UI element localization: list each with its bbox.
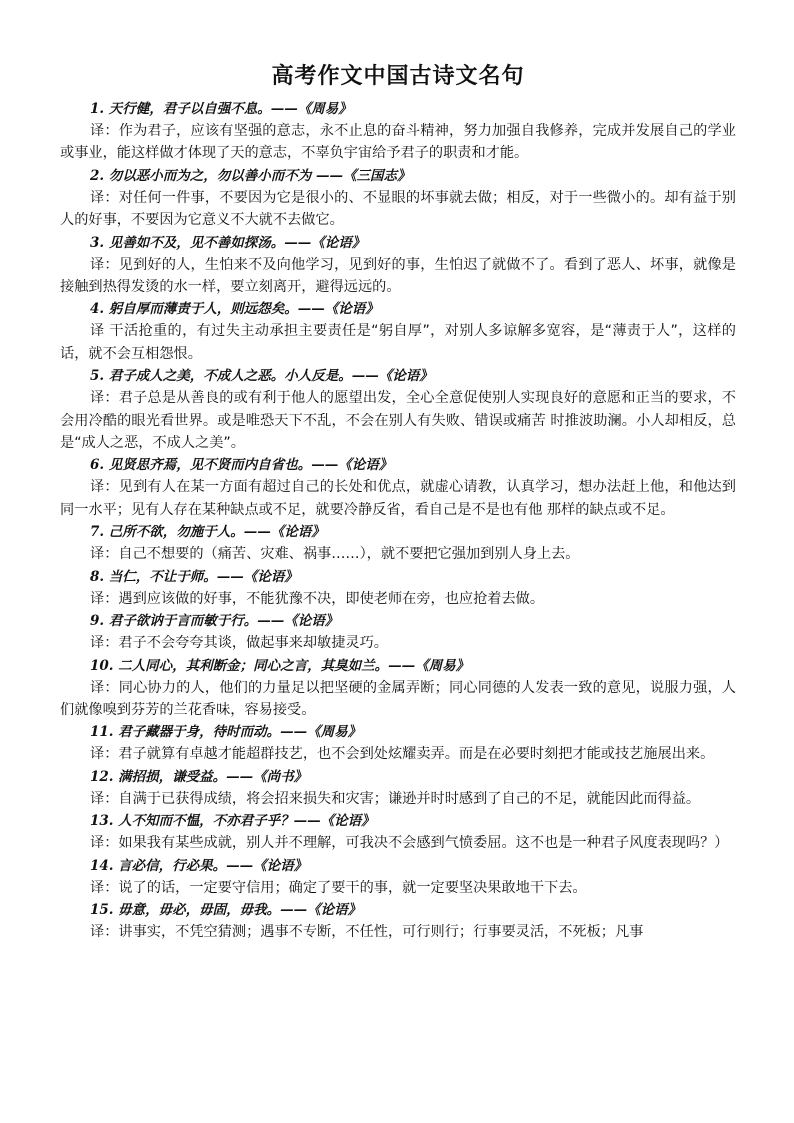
quote-line: 4. 躬自厚而薄责于人，则远怨矣。——《论语》 — [90, 301, 379, 318]
quote-line: 13. 人不知而不愠，不亦君子乎？——《论语》 — [90, 813, 375, 830]
quote-line: 12. 满招损，谦受益。——《尚书》 — [90, 768, 308, 785]
translation-text: 译：见到好的人，生怕来不及向他学习，见到好的事，生怕迟了就做不了。看到了恶人、坏事，就像是接触到热得发烫的水一样，要立刻离开，避得远远的。 — [60, 256, 736, 296]
entry-10 — [60, 655, 736, 722]
translation-text: 译：对任何一件事，不要因为它是很小的、不显眼的坏事就去做；相反，对于一些微小的。却有益于别人的好事，不要因为它意义不大就不去做它。 — [60, 189, 736, 229]
translation-text: 译：同心协力的人，他们的力量足以把坚硬的金属弄断；同心同德的人发表一致的意见，说服力强，人们就像嗅到芬芳的兰花香味，容易接受。 — [60, 679, 736, 718]
entry-6 — [60, 454, 736, 521]
document-page — [60, 62, 736, 943]
entry-14 — [60, 855, 736, 899]
quote-line: 10. 二人同心，其利断金；同心之言，其臭如兰。——《周易》 — [90, 657, 470, 674]
translation-text: 译 干活抢重的，有过失主动承担主要责任是“躬自厚”，对别人多谅解多宽容，是“薄责于人”，这样的话，就不会互相怨恨。 — [60, 323, 736, 362]
entry-2 — [60, 165, 736, 232]
translation-text: 译：自己不想要的（痛苦、灾难、祸事……），就不要把它强加到别人身上去。 — [90, 546, 580, 563]
translation-text: 译：作为君子，应该有坚强的意志，永不止息的奋斗精神，努力加强自我修养，完成并发展自己的学业或事业，能这样做才体现了天的意志，不辜负宇宙给予君子的职责和才能。 — [60, 123, 736, 162]
entry-15 — [60, 899, 736, 943]
entry-4 — [60, 298, 736, 365]
quote-line: 15. 毋意，毋必，毋固，毋我。——《论语》 — [90, 901, 362, 918]
entry-11 — [60, 721, 736, 765]
entry-1 — [60, 98, 736, 165]
quote-line: 1. 天行健，君子以自强不息。——《周易》 — [90, 101, 352, 117]
entry-8 — [60, 566, 736, 610]
entry-13 — [60, 810, 736, 854]
quote-line: 9. 君子欲讷于言而敏于行。——《论语》 — [90, 613, 339, 630]
entry-12 — [60, 766, 736, 810]
translation-text: 译：君子就算有卓越才能超群技艺，也不会到处炫耀卖弄。而是在必要时刻把才能或技艺施展出来。 — [90, 746, 715, 763]
page-title: 高考作文中国古诗文名句 — [271, 64, 525, 89]
entry-5 — [60, 365, 736, 454]
quote-line: 14. 言必信，行必果。——《论语》 — [90, 857, 308, 874]
translation-text: 译：如果我有某些成就，别人并不理解，可我决不会感到气愤委屈。这不也是一种君子风度表现吗？） — [90, 835, 729, 852]
entry-3 — [60, 232, 736, 299]
quote-line: 7. 己所不欲，勿施于人。——《论语》 — [90, 524, 325, 541]
quote-line: 2. 勿以恶小而为之，勿以善小而不为 ——《三国志》 — [90, 167, 411, 184]
translation-text: 译：遇到应该做的好事，不能犹豫不决，即使老师在旁，也应抢着去做。 — [90, 590, 545, 607]
entry-9 — [60, 610, 736, 654]
quote-line: 6. 见贤思齐焉，见不贤而内自省也。——《论语》 — [90, 457, 393, 474]
translation-text: 译：君子不会夸夸其谈，做起事来却敏捷灵巧。 — [90, 635, 388, 652]
translation-text: 译：讲事实，不凭空猜测；遇事不专断，不任性，可行则行；行事要灵活，不死板；凡事 — [90, 923, 644, 940]
translation-text: 译：自满于已获得成绩，将会招来损失和灾害；谦逊并时时感到了自己的不足，就能因此而得益。 — [90, 790, 701, 807]
entry-7 — [60, 521, 736, 565]
quote-line: 5. 君子成人之美，不成人之恶。小人反是。——《论语》 — [90, 368, 433, 385]
quote-line: 3. 见善如不及，见不善如探汤。——《论语》 — [90, 234, 366, 251]
quote-line: 8. 当仁，不让于师。——《论语》 — [90, 568, 298, 585]
quote-line: 11. 君子藏器于身，待时而动。——《周易》 — [90, 724, 362, 741]
translation-text: 译：说了的话，一定要守信用；确定了要干的事，就一定要坚决果敢地干下去。 — [90, 879, 587, 896]
translation-text: 译：见到有人在某一方面有超过自己的长处和优点，就虚心请教，认真学习，想办法赶上他，和他达到同一水平；见有人存在某种缺点或不足，就要冷静反省，看自己是不是也有他 那样的缺点或不足。 — [60, 479, 736, 518]
translation-text: 译：君子总是从善良的或有利于他人的愿望出发，全心全意促使别人实现良好的意愿和正当的要求，不会用冷酷的眼光看世界。或是唯恐天下不乱，不会在别人有失败、错误或痛苦 时推波助澜。小人却相反，总是“成人之恶，不成人之美”。 — [60, 390, 736, 452]
